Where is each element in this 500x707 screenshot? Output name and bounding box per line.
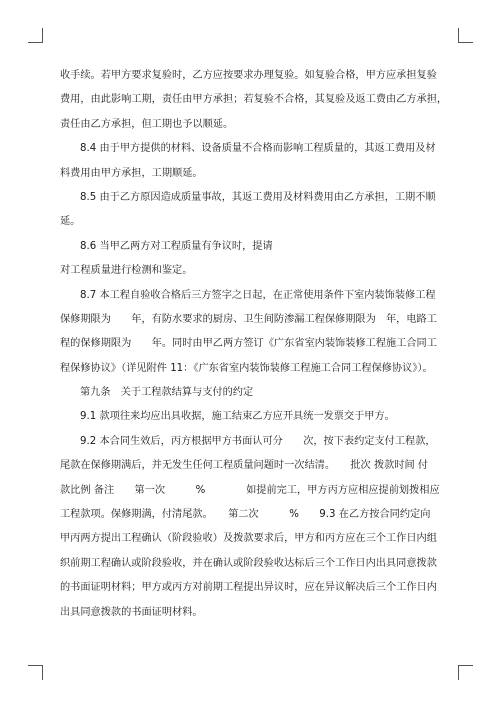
text-line: 料费用由甲方承担，工期顺延。 (60, 167, 203, 179)
document-body (60, 64, 448, 625)
text-line: 织前期工程确认或阶段验收，并在确认或阶段验收达标后三个工作日内出具同意拨款 (60, 557, 437, 569)
text-line: 工程款项。保修期满，付清尾款。 第二次 % 9.3 在乙方按合同约定向 (60, 509, 431, 521)
text-line: 程的保修期限为 年。同时由甲乙两方签订《广东省室内装饰装修工程施工合同工 (60, 338, 437, 350)
text-line: 的书面证明材料；甲方或丙方对前期工程提出异议时，应在异议解决后三个工作日内 (60, 582, 437, 594)
text-line: 收手续。若甲方要求复验时，乙方应按要求办理复验。如复验合格，甲方应承担复验 (60, 70, 437, 81)
corner-crop-mark-bottom-left (28, 665, 43, 680)
text-line: 对工程质量进行检测和鉴定。 (60, 265, 193, 277)
text-line: 出具同意拨款的书面证明材料。 (60, 606, 203, 618)
text-line: 第九条 关于工程款结算与支付的约定 (80, 387, 254, 399)
text-line: 费用，由此影响工期，责任由甲方承担；若复验不合格，其复验及返工费由乙方承担， (60, 94, 448, 106)
text-line: 8.4 由于甲方提供的材料、设备质量不合格而影响工程质量的，其返工费用及材 (80, 143, 436, 155)
text-line: 9.1 款项往来均应出具收据，施工结束乙方应开具统一发票交于甲方。 (80, 411, 395, 423)
text-line: 程保修协议》（详见附件 11：《广东省室内装饰装修工程施工合同工程保修协议》）。 (60, 362, 433, 374)
text-line: 甲丙两方提出工程确认（阶段验收）及拨款要求后，甲方和丙方应在三个工作日内组 (60, 533, 437, 545)
text-line: 保修期限为 年，有防水要求的厨房、卫生间防渗漏工程保修期限为 年，电路工 (60, 313, 437, 325)
text-line: 9.2 本合同生效后，丙方根据甲方书面认可分 次，按下表约定支付工程款， (80, 435, 436, 447)
text-line: 8.6 当甲乙两方对工程质量有争议时，提请 (80, 240, 273, 252)
text-line: 款比例 备注 第一次 % 如提前完工，甲方丙方应相应提前划拨相应 (60, 484, 440, 496)
corner-crop-mark-top-left (28, 28, 43, 43)
text-line: 8.5 由于乙方原因造成质量事故，其返工费用及材料费用由乙方承担，工期不顺 (80, 191, 436, 203)
text-line: 尾款在保修期满后，并无发生任何工程质量问题时一次结清。 批次 拨款时间 付 (60, 460, 429, 472)
text-line: 延。 (60, 216, 81, 228)
corner-crop-mark-bottom-right (458, 665, 473, 680)
text-line: 8.7 本工程自验收合格后三方签字之日起，在正常使用条件下室内装饰装修工程 (80, 289, 436, 301)
text-line: 责任由乙方承担，但工期也予以顺延。 (60, 118, 234, 130)
corner-crop-mark-top-right (458, 28, 473, 43)
